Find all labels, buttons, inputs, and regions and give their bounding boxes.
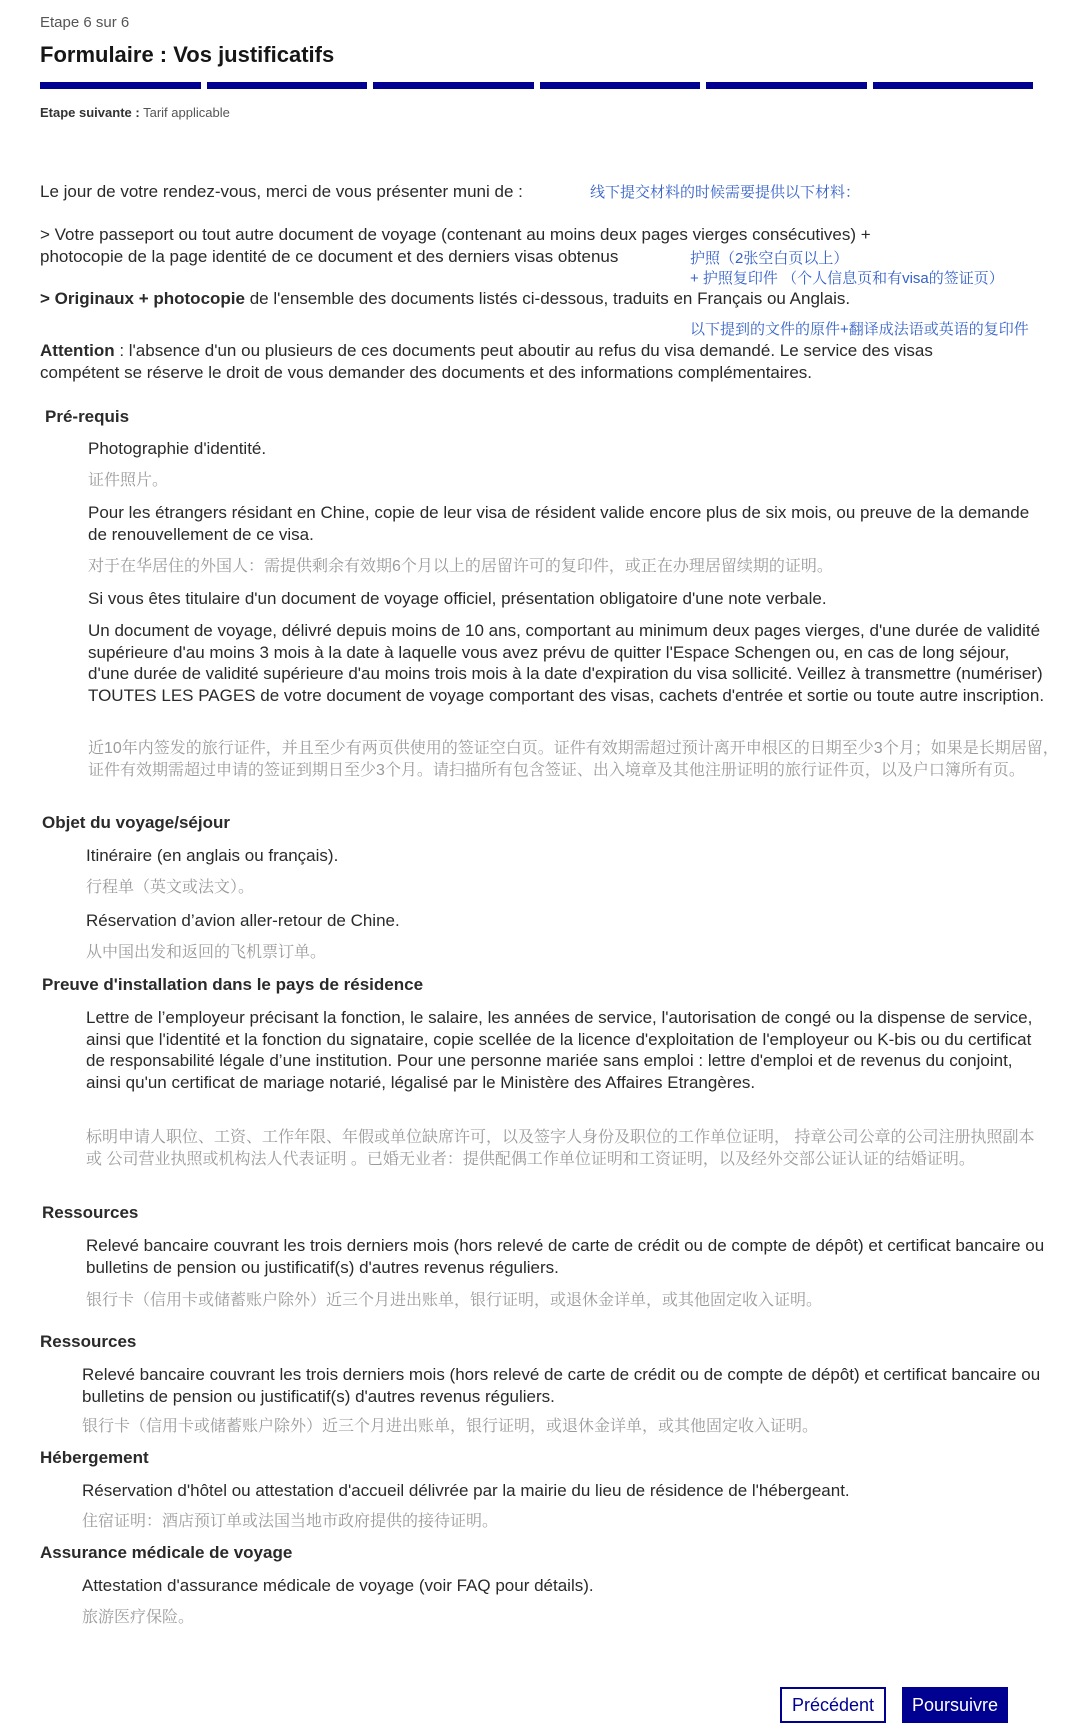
continue-button[interactable]: Poursuivre xyxy=(902,1687,1008,1723)
list-item-translation: 标明申请人职位、工资、工作年限、年假或单位缺席许可，以及签字人身份及职位的工作单位证明， 持章公司公章的公司注册执照副本 或 公司营业执照或机构法人代表证明 。已婚无业者：提供配偶工作单位证明和工资证明，以及经外交部公证认证的结婚证明。 xyxy=(86,1129,1035,1168)
list-item-translation: 近10年内签发的旅行证件，并且至少有两页供使用的签证空白页。证件有效期需超过预计离开申根区的日期至少3个月；如果是长期居留，证件有效期需超过申请的签证到期日至少3个月。请扫描所有包含签证、出入境章及其他注册证明的旅行证件页，以及户口簿所有页。 xyxy=(88,740,1059,779)
list-item-translation: 旅游医疗保险。 xyxy=(82,1609,195,1626)
passport-annotation-2: + 护照复印件 （个人信息页和有visa的签证页） xyxy=(690,270,1004,287)
originals-text: de l'ensemble des documents listés ci-dessous, traduits en Français ou Anglais. xyxy=(244,289,851,308)
section-title-purpose: Objet du voyage/séjour xyxy=(42,813,230,832)
progress-bar xyxy=(40,82,1033,89)
progress-segment xyxy=(207,82,368,89)
list-item-translation: 从中国出发和返回的飞机票订单。 xyxy=(86,944,327,961)
list-item: Attestation d'assurance médicale de voyage (voir FAQ pour détails). xyxy=(82,1576,594,1595)
section-title-residence-proof: Preuve d'installation dans le pays de résidence xyxy=(42,975,424,994)
passport-annotation-1: 护照（2张空白页以上） xyxy=(690,250,849,267)
originals-annotation: 以下提到的文件的原件+翻译成法语或英语的复印件 xyxy=(690,321,1029,338)
list-item: Photographie d'identité. xyxy=(88,439,267,458)
section-title-resources: Ressources xyxy=(40,1332,137,1351)
next-step-value: Tarif applicable xyxy=(143,105,230,120)
next-step-label: Etape suivante : xyxy=(40,105,140,120)
attention-label: Attention xyxy=(40,341,115,360)
section-title-insurance: Assurance médicale de voyage xyxy=(40,1543,293,1562)
passport-line-1: > Votre passeport ou tout autre document de voyage (contenant au moins deux pages vierges consécutives) + xyxy=(40,225,871,244)
originals-prefix: > Originaux + photocopie xyxy=(40,289,245,308)
intro-annotation: 线下提交材料的时候需要提供以下材料： xyxy=(590,184,861,201)
page-title: Formulaire : Vos justificatifs xyxy=(40,42,335,67)
list-item: Lettre de l’employeur précisant la fonction, le salaire, les années de service, l'autorisation de congé ou la dispense de service, ainsi que l'identité et la fonction du signataire, copie scellée de la licence d'exploitation de l'employeur ou K-bis ou du certificat de responsabilité légale d’une institution. Pour une personne mariée sans emploi : lettre d'emploi et de revenus du conjoint, ainsi qu'un certificat de mariage notarié, légalisé par le Ministère des Affaires Etrangères. xyxy=(86,1008,1033,1092)
progress-segment xyxy=(873,82,1034,89)
list-item: Relevé bancaire couvrant les trois derniers mois (hors relevé de carte de crédit ou de compte de dépôt) et certificat bancaire ou bulletins de pension ou justificatif(s) d'autres revenus réguliers. xyxy=(86,1236,1045,1277)
list-item: Réservation d’avion aller-retour de Chine. xyxy=(86,911,400,930)
passport-line-2: photocopie de la page identité de ce document et des derniers visas obtenus xyxy=(40,246,619,266)
list-item-translation: 住宿证明：酒店预订单或法国当地市政府提供的接待证明。 xyxy=(82,1513,499,1530)
list-item: Pour les étrangers résidant en Chine, copie de leur visa de résident valide encore plus de six mois, ou preuve de la demande de renouvellement de ce visa. xyxy=(88,503,1030,544)
list-item-translation: 证件照片。 xyxy=(88,472,169,489)
list-item: Si vous êtes titulaire d'un document de voyage officiel, présentation obligatoire d'une note verbale. xyxy=(88,589,827,608)
previous-button[interactable]: Précédent xyxy=(780,1687,886,1723)
list-item-translation: 对于在华居住的外国人：需提供剩余有效期6个月以上的居留许可的复印件，或正在办理居留续期的证明。 xyxy=(88,558,833,575)
intro-text: Le jour de votre rendez-vous, merci de vous présenter muni de : xyxy=(40,182,523,201)
section-title-prerequisites: Pré-requis xyxy=(45,407,130,426)
list-item-translation: 银行卡（信用卡或储蓄账户除外）近三个月进出账单，银行证明，或退休金详单，或其他固定收入证明。 xyxy=(86,1292,823,1309)
list-item-translation: 行程单（英文或法文）。 xyxy=(86,879,255,896)
list-item: Un document de voyage, délivré depuis moins de 10 ans, comportant au minimum deux pages vierges, d'une durée de validité supérieure d'au moins 3 mois à la date à laquelle vous avez prévu de quitter l'Espace Schengen ou, en cas de long séjour, d'une durée de validité supérieure d'au moins trois mois à la date d'expiration du visa sollicité. Veillez à transmettre (numériser) TOUTES LES PAGES de votre document de voyage comportant des visas, cachets d'entrée et sortie ou toute autre inscription. xyxy=(88,621,1045,705)
next-step xyxy=(40,105,230,120)
step-indicator: Etape 6 sur 6 xyxy=(40,14,130,31)
progress-segment xyxy=(706,82,867,89)
progress-segment xyxy=(40,82,201,89)
progress-segment xyxy=(373,82,534,89)
list-item: Relevé bancaire couvrant les trois derniers mois (hors relevé de carte de crédit ou de compte de dépôt) et certificat bancaire ou bulletins de pension ou justificatif(s) d'autres revenus réguliers. xyxy=(82,1365,1041,1406)
list-item: Itinéraire (en anglais ou français). xyxy=(86,846,339,865)
list-item-translation: 银行卡（信用卡或储蓄账户除外）近三个月进出账单，银行证明，或退休金详单，或其他固定收入证明。 xyxy=(82,1418,819,1435)
attention-text: : l'absence d'un ou plusieurs de ces documents peut aboutir au refus du visa demandé. Le service des visas compétent se réserve le droit de vous demander des documents et des informations complémentaires. xyxy=(40,341,933,382)
originals-requirement xyxy=(40,288,970,310)
attention-notice xyxy=(40,340,1015,383)
section-title-lodging: Hébergement xyxy=(40,1448,149,1467)
list-item: Réservation d'hôtel ou attestation d'accueil délivrée par la mairie du lieu de résidence de l'hébergeant. xyxy=(82,1481,850,1500)
section-title-resources: Ressources xyxy=(42,1203,139,1222)
progress-segment xyxy=(540,82,701,89)
